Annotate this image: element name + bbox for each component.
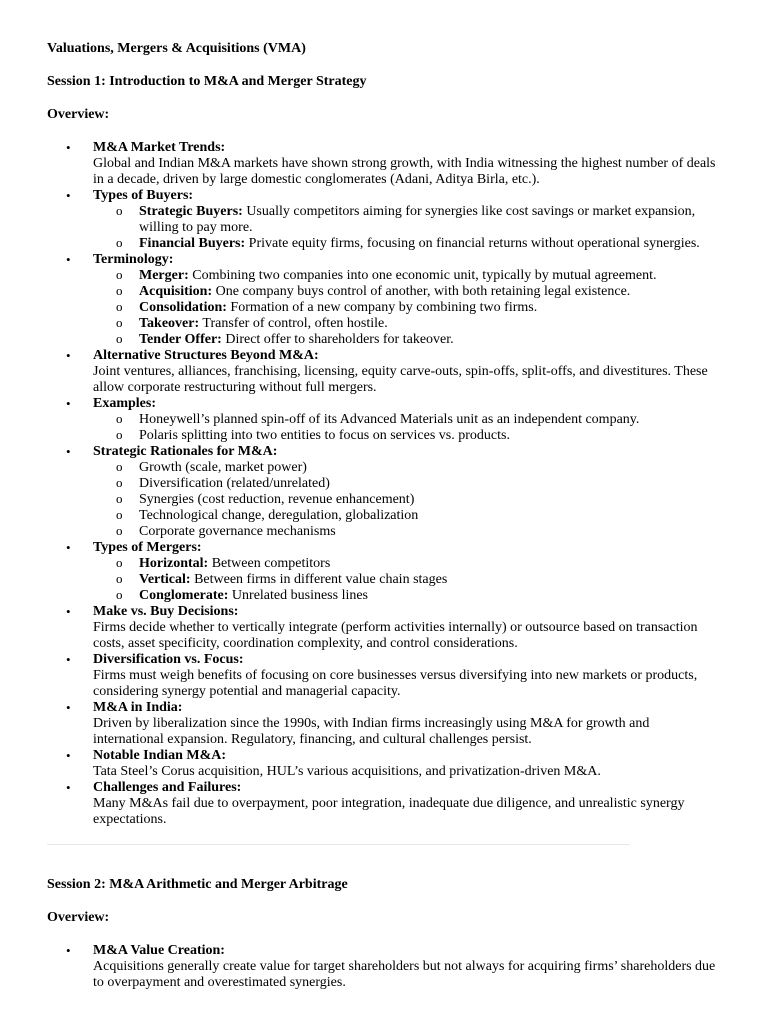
item-heading: Alternative Structures Beyond M&A: <box>93 348 319 363</box>
list-item <box>93 780 721 828</box>
sub-list-item <box>139 268 721 284</box>
session-2-title: Session 2: M&A Arithmetic and Merger Arbitrage <box>47 877 348 892</box>
item-text: Tata Steel’s Corus acquisition, HUL’s various acquisitions, and privatization-driven M&A. <box>93 764 601 779</box>
sub-item-text: Diversification (related/unrelated) <box>139 476 330 491</box>
item-heading: M&A Value Creation: <box>93 943 225 958</box>
sub-list-item <box>139 476 721 492</box>
sub-item-text: Between competitors <box>208 556 331 571</box>
item-heading: Types of Mergers: <box>93 540 202 555</box>
list-item <box>93 444 721 540</box>
item-heading: M&A Market Trends: <box>93 140 226 155</box>
sub-item-text: Direct offer to shareholders for takeover. <box>221 332 454 347</box>
sub-item-term: Financial Buyers: <box>139 236 246 251</box>
session-1-list <box>47 140 721 828</box>
sub-item-text: Between firms in different value chain stages <box>190 572 448 587</box>
item-text: Firms must weigh benefits of focusing on core businesses versus diversifying into new markets or products, considering synergy potential and managerial capacity. <box>93 668 698 699</box>
item-heading: Strategic Rationales for M&A: <box>93 444 278 459</box>
sub-item-text: Polaris splitting into two entities to focus on services vs. products. <box>139 428 510 443</box>
sub-list-item <box>139 524 721 540</box>
list-item <box>93 252 721 348</box>
sub-item-term: Horizontal: <box>139 556 209 571</box>
sub-item-text: Growth (scale, market power) <box>139 460 307 475</box>
sub-item-term: Conglomerate: <box>139 588 229 603</box>
sub-list-item <box>139 236 721 252</box>
sub-item-term: Consolidation: <box>139 300 227 315</box>
session-2-list <box>47 943 721 991</box>
sub-list <box>93 460 721 540</box>
item-text: Global and Indian M&A markets have shown strong growth, with India witnessing the highest number of deals in a decade, driven by large domestic conglomerates (Adani, Aditya Birla, etc.). <box>93 156 716 187</box>
sub-item-text: Honeywell’s planned spin-off of its Advanced Materials unit as an independent company. <box>139 412 640 427</box>
sub-item-term: Acquisition: <box>139 284 213 299</box>
item-text: Joint ventures, alliances, franchising, licensing, equity carve-outs, spin-offs, split-offs, and divestitures. These allow corporate restructuring without full mergers. <box>93 364 708 395</box>
sub-list <box>93 412 721 444</box>
sub-item-text: Private equity firms, focusing on financial returns without operational synergies. <box>245 236 700 251</box>
list-item <box>93 943 721 991</box>
sub-list-item <box>139 508 721 524</box>
list-item <box>93 540 721 604</box>
sub-item-text: Formation of a new company by combining two firms. <box>226 300 538 315</box>
list-item <box>93 604 721 652</box>
sub-item-term: Vertical: <box>139 572 191 587</box>
session-1-overview-heading: Overview: <box>47 107 110 122</box>
sub-item-term: Merger: <box>139 268 189 283</box>
sub-item-text: Transfer of control, often hostile. <box>199 316 388 331</box>
sub-item-text: Technological change, deregulation, globalization <box>139 508 419 523</box>
section-divider <box>47 844 630 845</box>
sub-list-item <box>139 460 721 476</box>
session-2-overview-heading: Overview: <box>47 910 110 925</box>
sub-item-text: Synergies (cost reduction, revenue enhancement) <box>139 492 415 507</box>
item-heading: M&A in India: <box>93 700 183 715</box>
sub-list-item <box>139 588 721 604</box>
item-heading: Terminology: <box>93 252 174 267</box>
sub-list-item <box>139 332 721 348</box>
sub-list-item <box>139 284 721 300</box>
list-item <box>93 396 721 444</box>
list-item <box>93 188 721 252</box>
sub-item-text: Corporate governance mechanisms <box>139 524 336 539</box>
sub-item-text: Usually competitors aiming for synergies like cost savings or market expansion, willing to pay more. <box>139 204 696 235</box>
item-heading: Types of Buyers: <box>93 188 194 203</box>
sub-list-item <box>139 492 721 508</box>
sub-item-text: One company buys control of another, with both retaining legal existence. <box>212 284 631 299</box>
item-text: Acquisitions generally create value for target shareholders but not always for acquiring firms’ shareholders due to overpayment and overestimated synergies. <box>93 959 716 990</box>
sub-list-item <box>139 204 721 236</box>
item-heading: Notable Indian M&A: <box>93 748 227 763</box>
item-text: Firms decide whether to vertically integrate (perform activities internally) or outsource based on transaction costs, asset specificity, coordination complexity, and control considerations. <box>93 620 698 651</box>
list-item <box>93 652 721 700</box>
sub-list-item <box>139 316 721 332</box>
item-heading: Diversification vs. Focus: <box>93 652 244 667</box>
item-text: Driven by liberalization since the 1990s, with Indian firms increasingly using M&A for growth and international expansion. Regulatory, financing, and cultural challenges persist. <box>93 716 650 747</box>
item-heading: Challenges and Failures: <box>93 780 242 795</box>
sub-item-text: Combining two companies into one economic unit, typically by mutual agreement. <box>188 268 657 283</box>
list-item <box>93 348 721 396</box>
sub-item-term: Tender Offer: <box>139 332 222 347</box>
list-item <box>93 700 721 748</box>
sub-list-item <box>139 412 721 428</box>
sub-list <box>93 556 721 604</box>
sub-list-item <box>139 556 721 572</box>
sub-item-text: Unrelated business lines <box>228 588 369 603</box>
sub-list-item <box>139 300 721 316</box>
item-text: Many M&As fail due to overpayment, poor integration, inadequate due diligence, and unrealistic synergy expectations. <box>93 796 685 827</box>
list-item <box>93 140 721 188</box>
session-1-title: Session 1: Introduction to M&A and Merger Strategy <box>47 74 367 89</box>
sub-list-item <box>139 428 721 444</box>
sub-item-term: Takeover: <box>139 316 200 331</box>
sub-item-term: Strategic Buyers: <box>139 204 243 219</box>
list-item <box>93 748 721 780</box>
item-heading: Make vs. Buy Decisions: <box>93 604 239 619</box>
sub-list <box>93 268 721 348</box>
item-heading: Examples: <box>93 396 156 411</box>
sub-list <box>93 204 721 252</box>
sub-list-item <box>139 572 721 588</box>
document-title: Valuations, Mergers & Acquisitions (VMA) <box>47 41 306 56</box>
